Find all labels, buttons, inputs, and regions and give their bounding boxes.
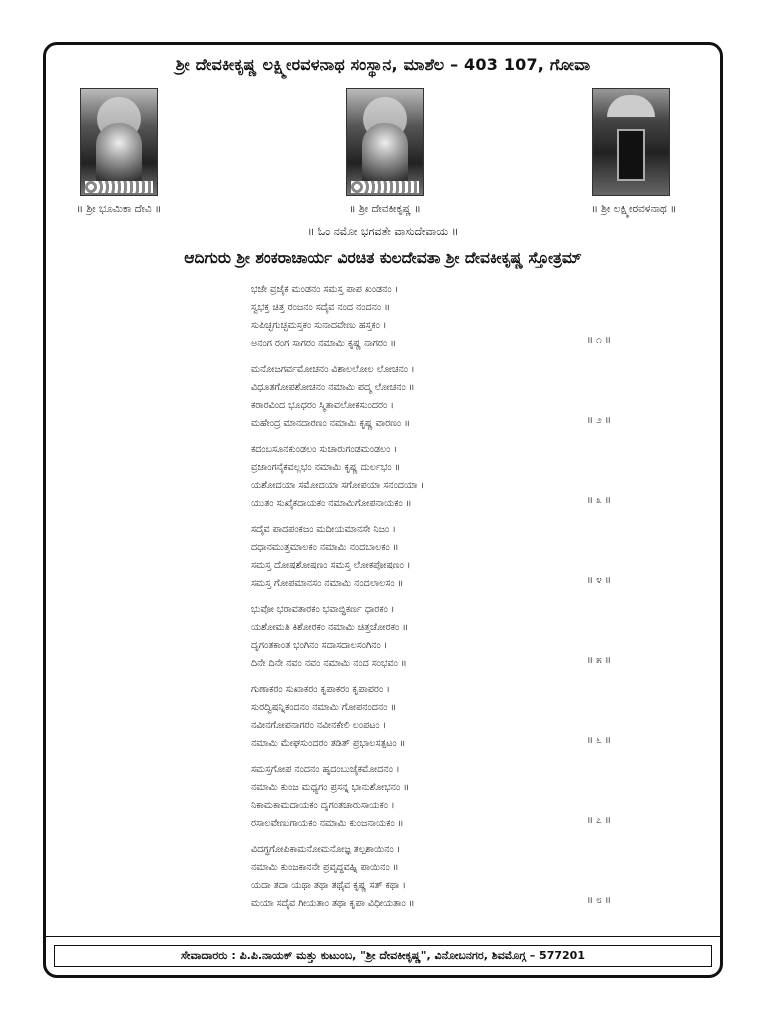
verse-line: ಗುಣಾಕರಂ ಸುಖಾಕರಂ ಕೃಪಾಕರಂ ಕೃಪಾಪರಂ । [251,684,390,695]
verse-number: ॥ ೮ ॥ [586,895,611,906]
verse-line: ಸುಪಿಚ್ಛಗುಚ್ಛಮಸ್ತಕಂ ಸುನಾದವೇಣು ಹಸ್ತಕಂ । [251,320,387,331]
stotra-title: ಆದಿಗುರು ಶ್ರೀ ಶಂಕರಾಚಾರ್ಯ ವಿರಚಿತ ಕುಲದೇವತಾ ಶ್ರೀ ದೇವಕೀಕೃಷ್ಣ ಸ್ತೋತ್ರಮ್ [184,249,582,267]
verse-line: ನಮಾಮಿ ಮೇಘಸುಂದರಂ ತಡಿತ್ ಪ್ರಭಾಲಸತ್ಪಟಂ ॥ [251,738,406,749]
verse-line: ಸದೈವ ಪಾದಪಂಕಜಂ ಮದೀಯಮಾನಸೇ ನಿಜಂ । [251,524,396,535]
verse-line: ದೃಗಂತಕಾಂತ ಭಂಗಿನಂ ಸದಾಸದಾಲಸಂಗಿನಂ । [251,640,388,651]
photo-caption: ॥ ಶ್ರೀ ಲಕ್ಷ್ಮೀರವಳನಾಥ ॥ [591,203,677,215]
photo-caption: ॥ ಶ್ರೀ ಭೂಮಿಕಾ ದೇವಿ ॥ [76,203,162,215]
verse-number: ॥ ೪ ॥ [586,575,611,586]
verse-line: ದಧಾನಮುತ್ತಮಾಲಕಂ ನಮಾಮಿ ನಂದಬಾಲಕಂ ॥ [251,542,399,553]
verse-number: ॥ ೭ ॥ [586,815,611,826]
stanza [251,681,611,753]
stanza [251,441,611,513]
stanza [251,761,611,833]
stanza [251,841,611,913]
verse-line: ಭುವೋ ಭರಾವತಾರಕಂ ಭವಾಬ್ಧಿಕರ್ಣ ಧಾರಕಂ । [251,604,395,615]
deity-photo-lakshmiravalanatha [592,88,670,196]
verse-line: ಅನಂಗ ರಂಗ ಸಾಗರಂ ನಮಾಮಿ ಕೃಷ್ಣ ನಾಗರಂ ॥ [251,338,396,349]
verse-line: ನಮಾಮಿ ಕುಂಜಕಾನನೇ ಪ್ರವೃದ್ಧವಹ್ನಿ ಪಾಯಿನಂ ॥ [251,862,399,873]
sponsor-footer: ಸೇವಾದಾರರು : ಪಿ.ಪಿ.ನಾಯಕ್ ಮತ್ತು ಕುಟುಂಬ, "ಶ್ರೀ ದೇವಕೀಕೃಷ್ಣ", ವಿನೋಬನಗರ, ಶಿವಮೊಗ್ಗ – 577201 [54,945,712,967]
verse-line: ನವೀನಗೋಪನಾಗರಂ ನವೀನಕೇಲಿ ಲಂಪಟಂ । [251,720,387,731]
verse-line: ವ್ರಜಾಂಗನೈಕವಲ್ಲಭಂ ನಮಾಮಿ ಕೃಷ್ಣ ದುರ್ಲಭಂ ॥ [251,462,401,473]
photo-caption: ॥ ಶ್ರೀ ದೇವಕೀಕೃಷ್ಣ ॥ [349,203,421,215]
verse-line: ದಿನೇ ದಿನೇ ನವಂ ನವಂ ನಮಾಮಿ ನಂದ ಸಂಭವಂ ॥ [251,658,407,669]
verse-number: ॥ ೫ ॥ [586,655,611,666]
verse-line: ಯಶೋಮತಿ ಕಿಶೋರಕಂ ನಮಾಮಿ ಚಿತ್ತಚೋರಕಂ ॥ [251,622,408,633]
verse-number: ॥ ೩ ॥ [586,495,611,506]
document-frame [43,42,723,978]
stanza [251,361,611,433]
verse-line: ನಮಾಮಿ ಕುಂಜ ಮಧ್ಯಗಂ ಪ್ರಸನ್ನ ಭಾನುಶೋಭನಂ ॥ [251,782,409,793]
deity-photo-devakikrishna [346,88,424,196]
verse-line: ಮನೋಜಗರ್ವಮೋಚನಂ ವಿಶಾಲಲೋಲ ಲೋಚನಂ । [251,364,415,375]
verse-line: ವಿದಗ್ಧಗೋಪಿಕಾಮನೋಮನೋಜ್ಞ ತಲ್ಪಶಾಯಿನಂ । [251,844,401,855]
stanza [251,281,611,353]
stanza [251,601,611,673]
deity-photo-bhumika-devi [80,88,158,196]
verse-line: ವಿಧೂತಗೋಪಶೋಚನಂ ನಮಾಮಿ ಪದ್ಮ ಲೋಚನಂ ॥ [251,382,415,393]
verse-line: ಭಜೇ ವ್ರಜೈಕ ಮಂಡನಂ ಸಮಸ್ತ ಪಾಪ ಖಂಡನಂ । [251,284,399,295]
verse-line: ನಿಕಾಮಕಾಮದಾಯಕಂ ದೃಗಂತಚಾರುಸಾಯಕಂ । [251,800,395,811]
verse-line: ಕದಂಬಸೂನಕುಂಡಲಂ ಸುಚಾರುಗಂಡಮಂಡಲಂ । [251,444,398,455]
verse-line: ಮಯಾ ಸದೈವ ಗೀಯತಾಂ ತಥಾ ಕೃಪಾ ವಿಧೀಯತಾಂ ॥ [251,898,415,909]
footer-divider [46,936,720,937]
verse-line: ಸಮಸ್ತಗೋಪ ನಂದನಂ ಹೃದಂಬುಜೈಕಮೋದನಂ । [251,764,400,775]
verse-number: ॥ ೨ ॥ [586,415,611,426]
verse-line: ಕರಾರವಿಂದ ಭೂಧರಂ ಸ್ಮಿತಾವಲೋಕಸುಂದರಂ । [251,400,394,411]
verse-line: ರಸಾಲವೇಣುಗಾಯಕಂ ನಮಾಮಿ ಕುಂಜನಾಯಕಂ ॥ [251,818,404,829]
verse-line: ಯುತಂ ಸುಖೈಕದಾಯಕಂ ನಮಾಮಿಗೋಪನಾಯಕಂ ॥ [251,498,412,509]
invocation: ॥ ಓಂ ನಮೋ ಭಗವತೇ ವಾಸುದೇವಾಯ ॥ [307,225,459,238]
page-header: ಶ್ರೀ ದೇವಕೀಕೃಷ್ಣ ಲಕ್ಷ್ಮೀರವಳನಾಥ ಸಂಸ್ಥಾನ, ಮಾಶೆಲ – 403 107, ಗೋವಾ [175,55,591,74]
verse-line: ಯದಾ ತದಾ ಯಥಾ ತಥಾ ತಥೈವ ಕೃಷ್ಣ ಸತ್ ಕಥಾ । [251,880,406,891]
verse-line: ಯಶೋದಯಾ ಸಮೋದಯಾ ಸಗೋಪಯಾ ಸನಂದಯಾ । [251,480,425,491]
verse-line: ಮಹೇಂದ್ರ ಮಾನದಾರಣಂ ನಮಾಮಿ ಕೃಷ್ಣ ವಾರಣಂ ॥ [251,418,410,429]
verse-number: ॥ ೧ ॥ [586,335,611,346]
stanza [251,521,611,593]
verse-line: ಸಮಸ್ತ ಗೋಪಮಾನಸಂ ನಮಾಮಿ ನಂದಲಾಲಸಂ ॥ [251,578,404,589]
verse-line: ಸ್ವಭಕ್ತ ಚಿತ್ತ ರಂಜನಂ ಸದೈವ ನಂದ ನಂದನಂ ॥ [251,302,390,313]
verse-line: ಸಮಸ್ತ ದೋಷಶೋಷಣಂ ಸಮಸ್ತ ಲೋಕಪೋಷಣಂ । [251,560,411,571]
verse-number: ॥ ೬ ॥ [586,735,611,746]
verse-line: ಸುರದ್ವಿಷನ್ನಿಕಂದನಂ ನಮಾಮಿ ಗೋಪನಂದನಂ ॥ [251,702,397,713]
